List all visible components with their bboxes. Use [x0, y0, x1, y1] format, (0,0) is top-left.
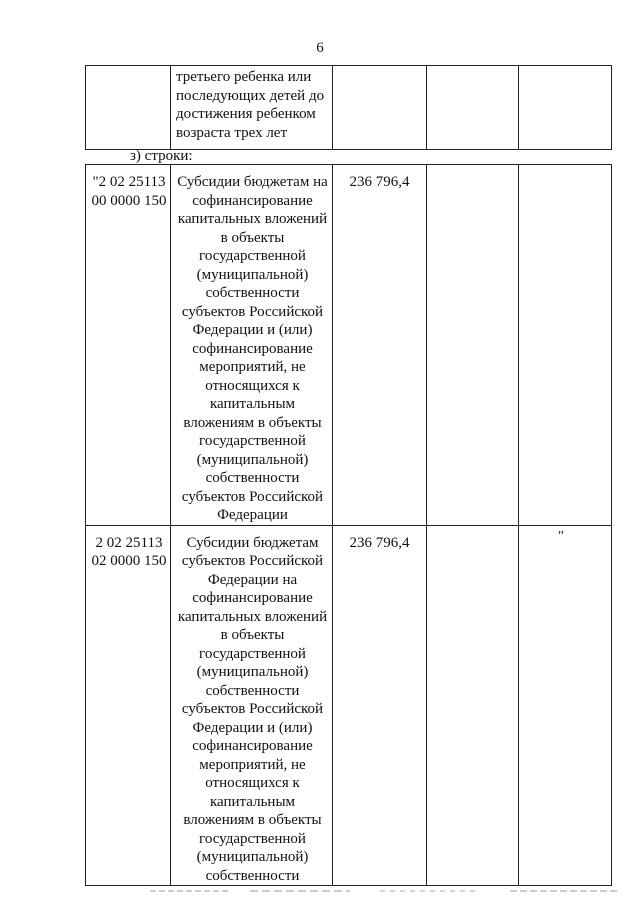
amount-cell: [333, 525, 427, 886]
table-row: [86, 165, 612, 526]
amount-cell: [333, 66, 427, 150]
value-cell: [519, 165, 612, 526]
name-text: Субсидии бюджетам субъектов Российской Федерации на софинансирование капитальных вложений в объекты государственной (муниципальной) собственности субъектов Российской Федерации и (или) софинансирование мероприятий, не относящихся к капитальным вложениям в объекты государственной (муниципальной) собственности: [177, 534, 328, 884]
name-text: третьего ребенка или последующих детей до достижения ребенком возраста трех лет: [176, 69, 325, 141]
value-cell: [427, 165, 519, 526]
continuation-table: [85, 65, 612, 150]
name-cell: [171, 525, 333, 886]
closing-quote-mark: ": [558, 528, 564, 544]
value-cell: [519, 525, 612, 886]
amount-cell: [333, 165, 427, 526]
value-cell: [519, 66, 612, 150]
main-table: [85, 164, 612, 886]
code-cell: [86, 165, 171, 526]
value-cell: [427, 525, 519, 886]
code-text: 2 02 25113 02 0000 150: [91, 534, 167, 569]
table-row: [86, 525, 612, 886]
scan-artifact-lines: [150, 889, 620, 893]
amount-text: 236 796,4: [349, 174, 410, 190]
amount-text: 236 796,4: [349, 534, 410, 551]
name-cell: [171, 66, 333, 150]
name-text: Субсидии бюджетам на софинансирование капитальных вложений в объекты государственной (муниципальной) собственности субъектов Российской Федерации и (или) софинансирование мероприятий, не относящихся к капитальным вложениям в объекты государственной (муниципальной) собственности субъектов Российской Федерации: [177, 174, 328, 523]
table-row: [86, 66, 612, 150]
code-text: "2 02 25113 00 0000 150: [91, 174, 167, 209]
page-number: 6: [316, 40, 324, 56]
name-cell: [171, 165, 333, 526]
code-cell: [86, 525, 171, 886]
code-cell: [86, 66, 171, 150]
section-label: з) строки:: [130, 148, 193, 164]
value-cell: [427, 66, 519, 150]
